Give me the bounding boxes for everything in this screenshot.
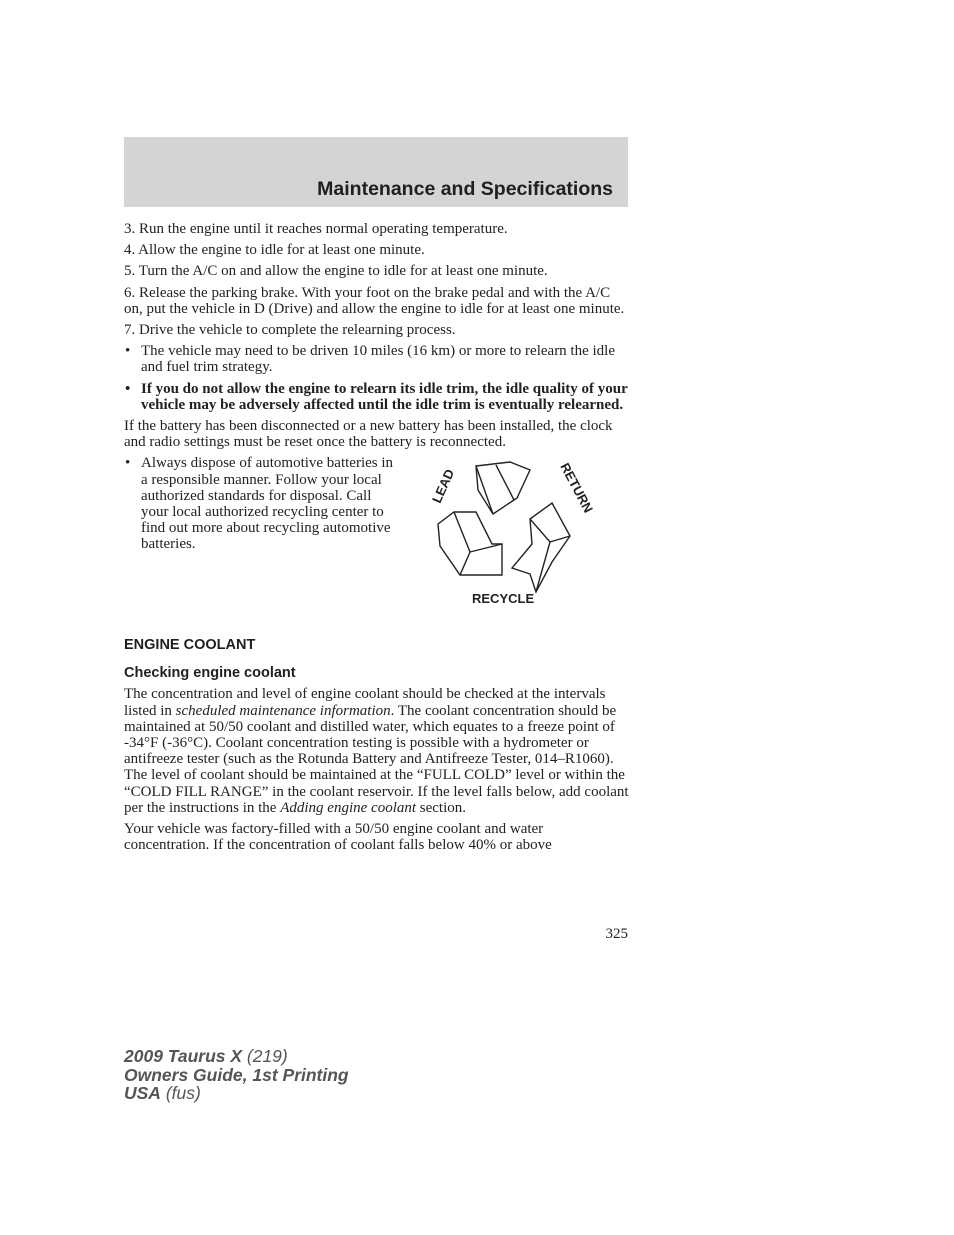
footer-imprint	[124, 1047, 349, 1103]
section-title: Maintenance and Specifications	[317, 178, 613, 200]
step-3: 3. Run the engine until it reaches normal operating temperature.	[124, 221, 508, 237]
coolant-paragraph-1	[124, 686, 630, 816]
bullet-idle-trim-warning	[124, 381, 630, 413]
step-4: 4. Allow the engine to idle for at least one minute.	[124, 242, 425, 259]
recycle-logo-icon	[420, 456, 600, 626]
footer-line-3	[124, 1084, 349, 1103]
text-run: The concentration and level of engine coolant should be checked at the intervals listed in	[124, 686, 606, 719]
left-arrow-icon	[438, 512, 502, 575]
top-arrow-icon	[476, 462, 530, 514]
recycle-row	[124, 455, 630, 631]
bullet-dispose-batteries	[124, 455, 401, 552]
text-run: . The coolant concentration should be maintained at 50/50 coolant and distilled water, which equates to a freeze point of -34°F (-36°C). Coolant concentration testing is possible with a hydrometer or antifreeze tester (such as the Rotunda Battery and Antifreeze Tester, 014–R1060). The level of coolant should be maintained at the “FULL COLD” level or within the “COLD FILL RANGE” in the coolant reservoir. If the level falls below, add coolant per the instructions in the	[124, 702, 629, 816]
return-label: RETURN	[557, 460, 597, 516]
bullet-relearn-distance	[124, 343, 630, 375]
step-5: 5. Turn the A/C on and allow the engine to idle for at least one minute.	[124, 263, 548, 280]
footer-model-code: (219)	[242, 1046, 288, 1066]
footer-model: 2009 Taurus X	[124, 1046, 243, 1066]
footer-market: USA	[124, 1083, 161, 1103]
step-7: 7. Drive the vehicle to complete the relearning process.	[124, 322, 456, 339]
page-content	[124, 221, 630, 858]
footer-market-code: (fus)	[160, 1083, 201, 1103]
xref-scheduled-maintenance: scheduled maintenance information	[175, 702, 391, 719]
coolant-paragraph-2: Your vehicle was factory-filled with a 50/50 engine coolant and water concentration. If the concentration of coolant falls below 40% or above	[124, 821, 552, 854]
recycle-label: RECYCLE	[472, 591, 535, 607]
bullet-dot: •	[125, 380, 131, 397]
bullet-text: The vehicle may need to be driven 10 miles (16 km) or more to relearn the idle and fuel trim strategy.	[141, 343, 616, 376]
bullet-text: If you do not allow the engine to relearn its idle trim, the idle quality of your vehicle may be adversely affected until the idle trim is eventually relearned.	[141, 380, 628, 413]
bullet-dot: •	[125, 455, 131, 472]
bullet-text: Always dispose of automotive batteries in a responsible manner. Follow your local authorized standards for disposal. Call your local authorized recycling center to find out more about recycling automotive batteries.	[141, 455, 394, 553]
section-heading: ENGINE COOLANT	[124, 637, 256, 654]
bullet-dot: •	[125, 343, 131, 360]
xref-adding-engine-coolant: Adding engine coolant	[280, 799, 417, 816]
footer-line-2: Owners Guide, 1st Printing	[124, 1064, 349, 1085]
section-header-band	[124, 137, 628, 207]
step-6: 6. Release the parking brake. With your foot on the brake pedal and with the A/C on, put the vehicle in D (Drive) and allow the engine to idle for at least one minute.	[124, 284, 625, 317]
text-run: section.	[416, 799, 467, 816]
footer-line-1	[124, 1047, 349, 1066]
right-arrow-icon	[512, 503, 570, 592]
lead-label: LEAD	[429, 467, 458, 506]
battery-paragraph: If the battery has been disconnected or a new battery has been installed, the clock and radio settings must be reset once the battery is reconnected.	[124, 418, 613, 451]
section-subheading: Checking engine coolant	[124, 665, 296, 682]
page-number: 325	[605, 926, 628, 942]
